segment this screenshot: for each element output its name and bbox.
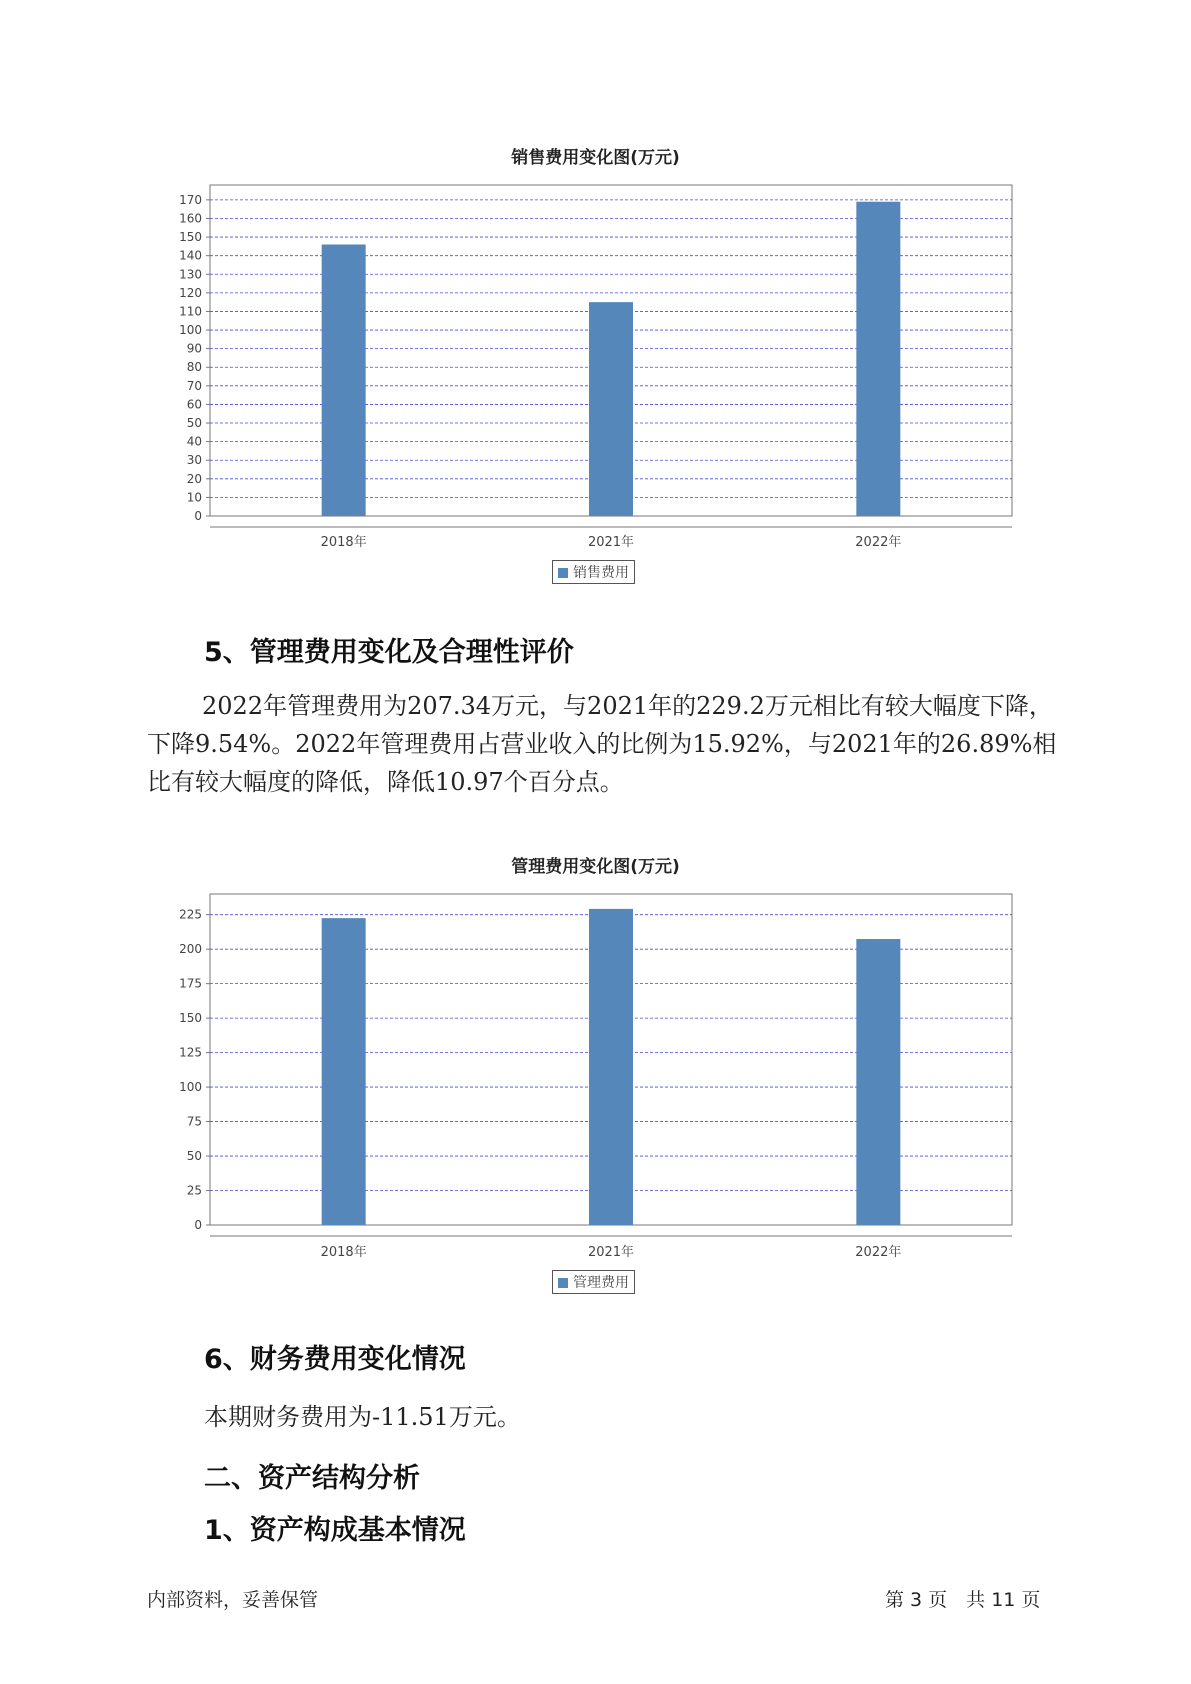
x-category-label: 2018年 [320,535,367,550]
y-tick-label: 50 [186,416,202,431]
bar [856,939,900,1225]
y-tick-label: 80 [186,360,202,375]
y-tick-label: 0 [194,509,202,523]
part2-heading: 二、资产结构分析 [204,1463,420,1494]
y-tick-label: 75 [186,1114,202,1129]
y-tick-label: 170 [179,192,202,207]
x-category-label: 2022年 [855,1245,902,1260]
y-tick-label: 110 [179,304,202,319]
y-tick-label: 0 [194,1218,202,1232]
y-tick-label: 150 [179,230,202,245]
y-tick-label: 225 [179,907,202,922]
sales-chart-title: 销售费用变化图(万元) [511,148,680,168]
y-tick-label: 160 [179,211,202,226]
legend-label: 管理费用 [573,1275,629,1291]
section6-paragraph: 本期财务费用为-11.51万元。 [204,1403,521,1431]
y-tick-label: 10 [186,490,202,505]
y-tick-label: 25 [186,1183,202,1198]
bar [589,909,633,1225]
section5-heading: 5、管理费用变化及合理性评价 [204,637,574,668]
y-tick-label: 140 [179,248,202,263]
legend-label: 销售费用 [573,565,629,581]
part2-section1-heading: 1、资产构成基本情况 [204,1515,466,1546]
section6-heading: 6、财务费用变化情况 [204,1344,466,1375]
admin-chart-legend [552,1270,635,1294]
y-tick-label: 100 [179,323,202,338]
y-tick-label: 30 [186,453,202,468]
y-tick-label: 100 [179,1080,202,1095]
legend-swatch [558,1278,568,1288]
bar [322,918,366,1225]
x-category-label: 2021年 [587,535,635,550]
y-tick-label: 20 [186,471,202,486]
admin-chart-title: 管理费用变化图(万元) [511,857,680,877]
y-tick-label: 120 [179,285,202,300]
y-tick-label: 70 [186,378,202,393]
y-tick-label: 150 [179,1011,202,1026]
y-tick-label: 125 [179,1045,202,1060]
y-tick-label: 130 [179,267,202,282]
y-tick-label: 40 [186,434,202,449]
y-tick-label: 60 [186,397,202,412]
y-tick-label: 90 [186,341,202,356]
y-tick-label: 200 [179,942,202,957]
footer-page-number: 第 3 页 共 11 页 [885,1589,1041,1611]
x-category-label: 2022年 [855,535,902,550]
x-category-label: 2018年 [320,1245,367,1260]
y-tick-label: 50 [186,1149,202,1164]
x-category-label: 2021年 [587,1245,635,1260]
footer-confidential-note: 内部资料，妥善保管 [147,1589,319,1611]
section5-paragraph: 2022年管理费用为207.34万元，与2021年的229.2万元相比有较大幅度下降，下降9.54%。2022年管理费用占营业收入的比例为15.92%，与2021年的26.89%相比有较大幅度的降低，降低10.97个百分点。 [147,692,1057,796]
y-tick-label: 175 [179,976,202,991]
